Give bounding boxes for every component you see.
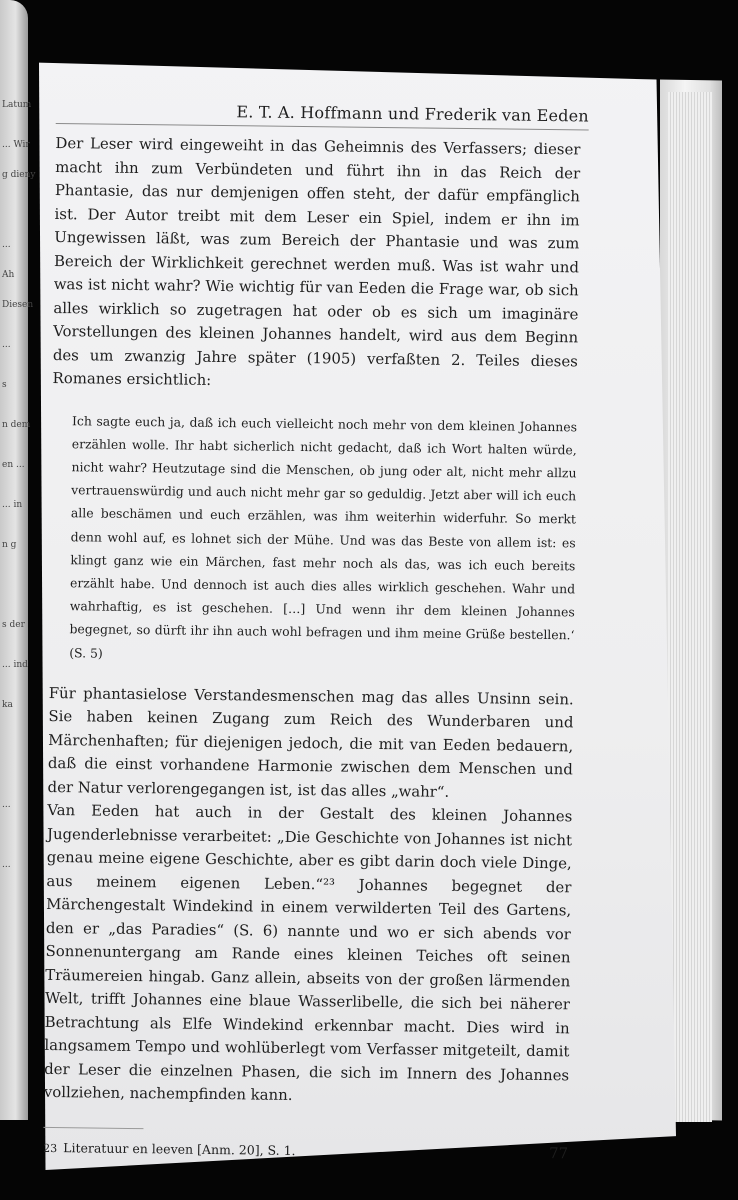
- running-head: E. T. A. Hoffmann und Frederik van Eeden: [236, 102, 589, 126]
- paragraph-intro: Der Leser wird eingeweiht in das Geheimnis des Verfassers; dieser macht ihn zum Verbündeten und führt ihn in das Reich der Phantasie, das nur demjenigen offen steht, der dafür empfänglich ist. Der Autor treibt mit dem Leser ein Spiel, indem er ihn im Ungewissen läßt, was zum Bereich der Phantasie und was zum Bereich der Wirklichkeit gerechnet werden muß. Was ist wahr und was ist nicht wahr? Wie wichtig für van Eeden die Frage war, ob sich alles wirklich so zugetragen hat oder ob es sich um imaginäre Vorstellungen des kleinen Johannes handelt, wird aus dem Beginn des um zwanzig Jahre später (1905) verfaßten 2. Teiles dieses Romanes ersichtlich:: [52, 133, 581, 389]
- adjacent-page-fragment: ... Wir: [2, 140, 30, 150]
- adjacent-page-fragment: n dem: [2, 420, 31, 430]
- footnote: [43, 1140, 296, 1158]
- footnote-rule: [43, 1127, 143, 1129]
- adjacent-page-fragment: en ...: [2, 460, 25, 470]
- adjacent-page-fragment: ka: [2, 700, 13, 710]
- adjacent-page-fragment: ... in: [2, 500, 23, 510]
- paragraph-van-eeden: Van Eeden hat auch in der Gestalt des kleinen Johannes Jugenderlebnisse verarbeitet: „Die Geschichte von Johannes ist nicht genau meine eigene Geschichte, aber es gibt darin doch viele Dinge, aus meinem eigenen Leben.“²³ Johannes begegnet der Märchengestalt Windekind in einem verwilderten Teil des Gartens, den er „das Paradies“ (S. 6) nannte und wo er sich abends vor Sonnenuntergang am Rande eines kleinen Teiches oft seinen Träumereien hingab. Ganz allein, abseits von der großen lärmenden Welt, trifft Johannes eine blaue Wasserlibelle, die sich bei näherer Betrachtung als Elfe Windekind erkennbar macht. Dies wird in langsamem Tempo und wohlüberlegt vom Verfasser mitgeteilt, damit der Leser die einzelnen Phasen, die sich im Innern des Johannes vollziehen, nachempfinden kann.: [43, 801, 573, 1105]
- page-stack: [668, 92, 712, 1122]
- adjacent-page-fragment: s der: [2, 620, 25, 630]
- adjacent-page-fragment: ... ind: [2, 660, 28, 670]
- adjacent-page-fragment: ...: [2, 240, 11, 250]
- adjacent-page-fragment: n g: [2, 540, 17, 550]
- adjacent-page-fragment: Latum: [2, 100, 32, 110]
- page-content: [43, 100, 589, 1163]
- adjacent-page-fragment: g dieny: [2, 170, 36, 180]
- page-number: 77: [548, 1143, 569, 1163]
- adjacent-page-edge: [0, 0, 36, 1120]
- block-quote: Ich sagte euch ja, daß ich euch vielleicht noch mehr von dem kleinen Johannes erzählen wolle. Ihr habt sicherlich nicht gedacht, daß ich Wort halten würde, nicht wahr? Heutzutage sind die Menschen, ob jung oder alt, nicht mehr allzu vertrauenswürdig und auch nicht mehr gar so geduldig. Jetzt aber will ich euch alle beschämen und euch erzählen, was ihm weiterhin widerfuhr. So merkt denn wohl auf, es lohnet sich der Mühe. Und was das Beste von allem ist: es klingt ganz wie ein Märchen, fast mehr noch als das, was ich euch bereits erzählt habe. Und dennoch ist auch dies alles wirklich geschehen. Wahr und wahrhaftig, es ist geschehen. […] Und wenn ihr dem kleinen Johannes begegnet, so dürft ihr ihn auch wohl befragen und ihm meine Grüße bestellen.‘ (S. 5): [69, 412, 578, 661]
- adjacent-page-fragment: ...: [2, 860, 11, 870]
- footnote-number: 23: [43, 1141, 58, 1155]
- adjacent-page-fragment: Diesen: [2, 300, 34, 310]
- footnote-text: Literatuur en leeven [Anm. 20], S. 1.: [63, 1139, 296, 1158]
- adjacent-page-fragment: ...: [2, 800, 11, 810]
- adjacent-page-fragment: ...: [2, 340, 11, 350]
- adjacent-page-fragment: s: [2, 380, 7, 390]
- paragraph-phantasielose: Für phantasielose Verstandesmenschen mag das alles Unsinn sein. Sie haben keinen Zugang zum Reich des Wunderbaren und Märchenhaften; für diejenigen jedoch, die mit van Eeden bedauern, daß die einst vorhandene Harmonie zwischen dem Menschen und der Natur verlorengegangen ist, ist das alles „wahr“.: [47, 683, 574, 801]
- adjacent-page-fragment: Ah: [2, 270, 15, 280]
